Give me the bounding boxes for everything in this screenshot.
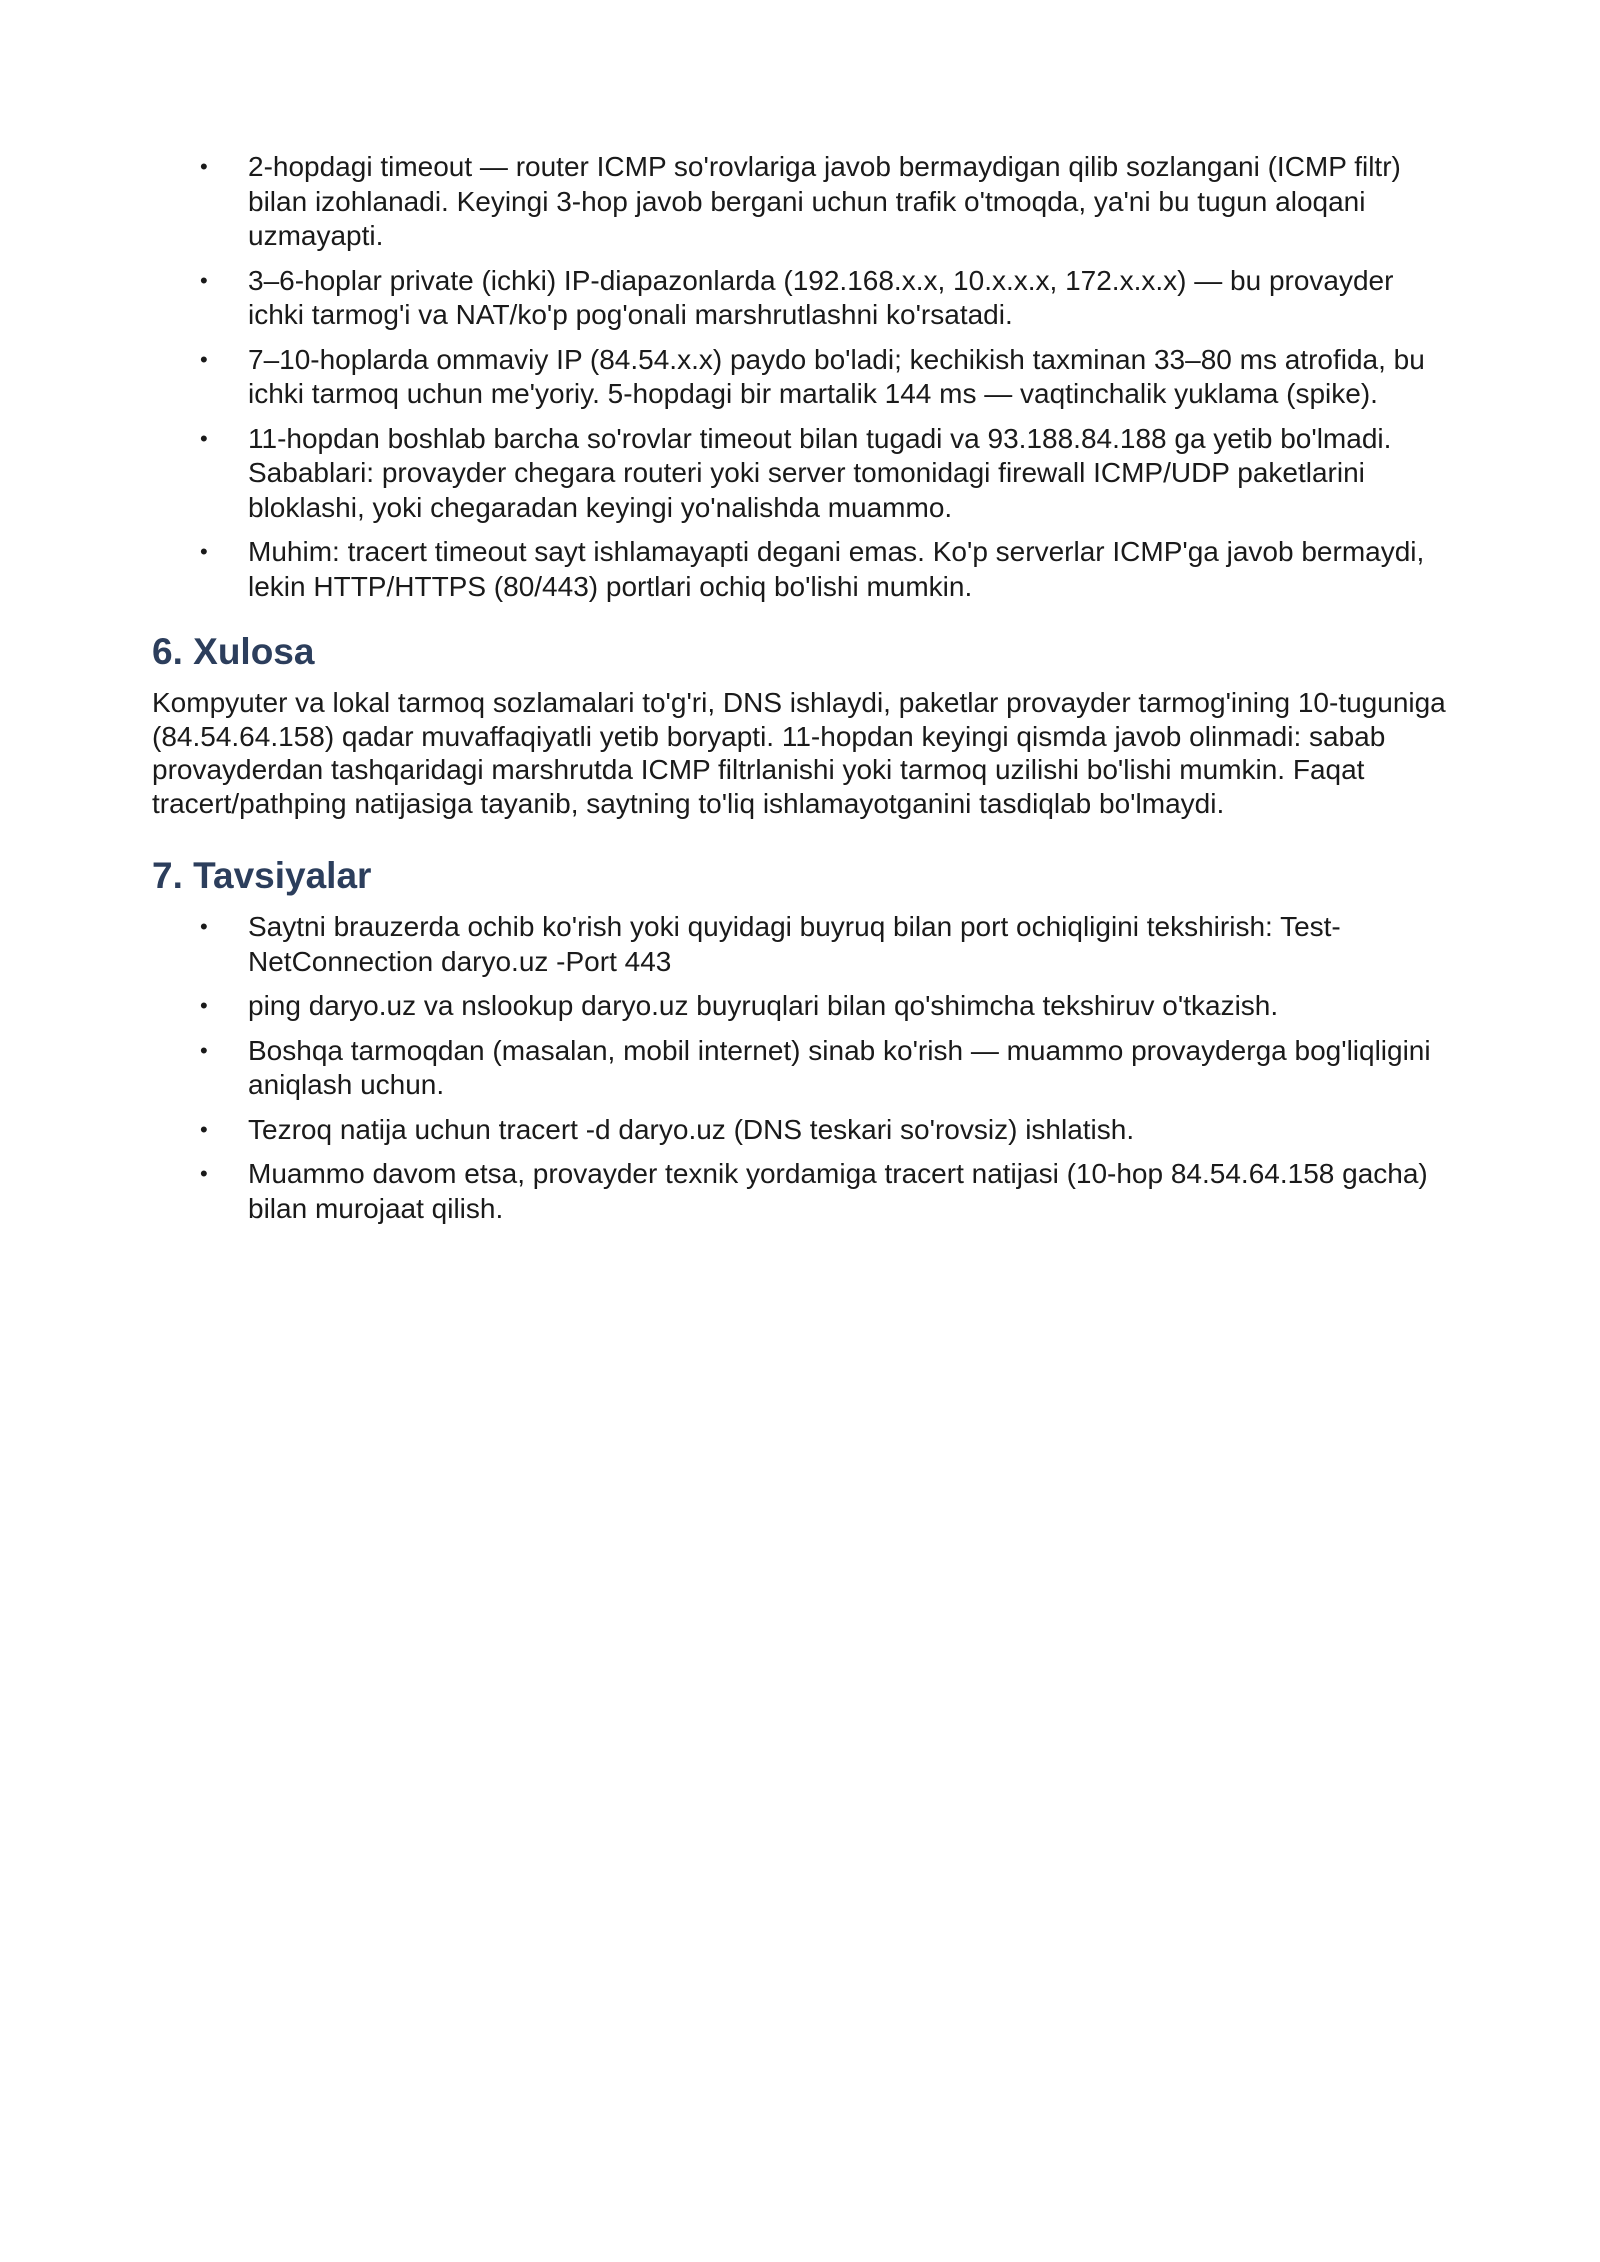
list-item-text: 7–10-hoplarda ommaviy IP (84.54.x.x) paydo bo'ladi; kechikish taxminan 33–80 ms atrofida, bu ichki tarmoq uchun me'yoriy. 5-hopdagi bir martalik 144 ms — vaqtinchalik yuklama (spike).	[248, 343, 1425, 409]
list-item	[152, 1113, 1452, 1148]
list-item	[152, 343, 1452, 412]
list-item-text: 11-hopdan boshlab barcha so'rovlar timeout bilan tugadi va 93.188.84.188 ga yetib bo'lmadi. Sabablari: provayder chegara routeri yoki server tomonidagi firewall ICMP/UDP paketlarini bloklashi, yoki chegaradan keyingi yo'nalishda muammo.	[248, 422, 1392, 523]
bullet-glyph: •	[200, 346, 208, 372]
list-item-text: Muammo davom etsa, provayder texnik yordamiga tracert natijasi (10-hop 84.54.64.158 gacha) bilan murojaat qilish.	[248, 1158, 1428, 1224]
bullet-glyph: •	[200, 993, 208, 1018]
bullet-glyph: •	[200, 1161, 208, 1186]
section-heading-tavsiyalar: 7. Tavsiyalar	[152, 855, 372, 896]
bullet-glyph: •	[200, 539, 208, 564]
bullet-glyph: •	[200, 267, 208, 293]
list-item	[152, 1034, 1452, 1103]
list-item-text: Saytni brauzerda ochib ko'rish yoki quyidagi buyruq bilan port ochiqligini tekshirish: Test-NetConnection daryo.uz -Port 443	[248, 911, 1341, 977]
list-item-text: Boshqa tarmoqdan (masalan, mobil internet) sinab ko'rish — muammo provayderga bog'liqligini aniqlash uchun.	[248, 1034, 1431, 1100]
bullet-glyph: •	[200, 1037, 208, 1063]
section-heading-xulosa: 6. Xulosa	[152, 631, 315, 672]
bullet-glyph: •	[200, 425, 208, 451]
list-item-text: Muhim: tracert timeout sayt ishlamayapti degani emas. Ko'p serverlar ICMP'ga javob bermaydi, lekin HTTP/HTTPS (80/443) portlari ochiq bo'lishi mumkin.	[248, 536, 1425, 602]
bullet-glyph: •	[200, 154, 208, 179]
section7-bullet-list	[152, 910, 1452, 1226]
document-page	[152, 150, 1452, 1236]
list-item	[152, 535, 1452, 604]
list-item-text: Tezroq natija uchun tracert -d daryo.uz (DNS teskari so'rovsiz) ishlatish.	[248, 1113, 1135, 1145]
bullet-glyph: •	[200, 914, 208, 939]
list-item	[152, 264, 1452, 333]
list-item	[152, 989, 1452, 1024]
list-item	[152, 422, 1452, 526]
list-item	[152, 910, 1452, 979]
list-item-text: ping daryo.uz va nslookup daryo.uz buyruqlari bilan qo'shimcha tekshiruv o'tkazish.	[248, 990, 1279, 1021]
list-item	[152, 150, 1452, 254]
section5-bullet-list	[152, 150, 1452, 604]
bullet-glyph: •	[200, 1116, 208, 1142]
conclusion-paragraph: Kompyuter va lokal tarmoq sozlamalari to'g'ri, DNS ishlaydi, paketlar provayder tarmog'ining 10-tuguniga (84.54.64.158) qadar muvaffaqiyatli yetib boryapti. 11-hopdan keyingi qismda javob olinmadi: sabab provayderdan tashqaridagi marshrutda ICMP filtrlanishi yoki tarmoq uzilishi bo'lishi mumkin. Faqat tracert/pathping natijasiga tayanib, saytning to'liq ishlamayotganini tasdiqlab bo'lmaydi.	[152, 687, 1446, 819]
list-item-text: 2-hopdagi timeout — router ICMP so'rovlariga javob bermaydigan qilib sozlangani (ICMP filtr) bilan izohlanadi. Keyingi 3-hop javob bergani uchun trafik o'tmoqda, ya'ni bu tugun aloqani uzmayapti.	[248, 151, 1401, 251]
list-item	[152, 1157, 1452, 1226]
list-item-text: 3–6-hoplar private (ichki) IP-diapazonlarda (192.168.x.x, 10.x.x.x, 172.x.x.x) — bu provayder ichki tarmog'i va NAT/ko'p pog'onali marshrutlashni ko'rsatadi.	[248, 264, 1394, 330]
